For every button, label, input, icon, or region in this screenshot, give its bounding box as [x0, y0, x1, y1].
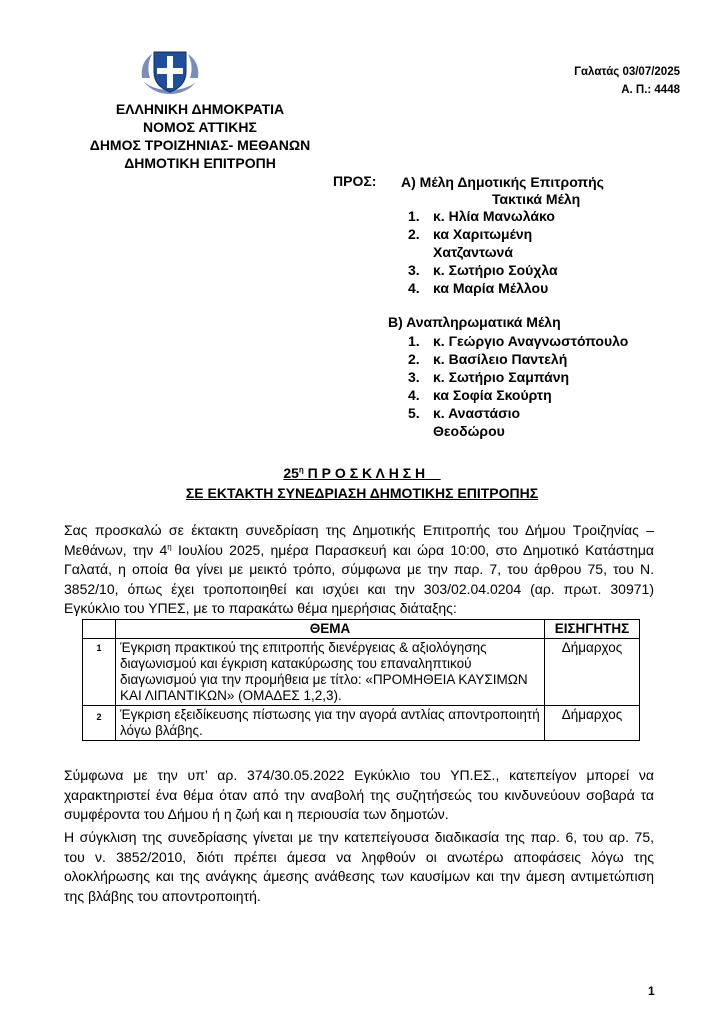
row-speaker: Δήμαρχος [545, 639, 640, 706]
item-number: 1. [408, 333, 420, 349]
coat-of-arms-icon [138, 48, 202, 96]
item-number: 4. [408, 387, 420, 403]
list-item [408, 261, 558, 279]
recipients-label: ΠΡΟΣ: [333, 173, 377, 189]
header-subject: ΘΕΜΑ [116, 620, 545, 639]
list-item [408, 207, 558, 225]
item-number: 2. [408, 351, 420, 367]
row-number: 2 [83, 706, 116, 741]
list-item [408, 404, 563, 440]
item-number: 2. [408, 226, 420, 242]
substitute-members-list [408, 332, 628, 440]
regular-members-list [408, 207, 558, 297]
list-item [408, 279, 558, 297]
invitation-subtitle [0, 485, 724, 501]
date-protocol-block [574, 63, 680, 99]
table-row [83, 706, 640, 741]
item-number: 3. [408, 369, 420, 385]
invitation-subtitle-text: ΣΕ ΕΚΤΑΚΤΗ ΣΥΝΕΔΡΙΑΣΗ ΔΗΜΟΤΙΚΗΣ ΕΠΙΤΡΟΠΗΣ [185, 485, 539, 501]
list-item [408, 350, 628, 368]
intro-text-cont: Ιουλίου 2025, ημέρα Παρασκευή και ώρα 10:00, στο Δημοτικό Κατάστημα Γαλατά, η οποία θα γίνει με μεικτό τρόπο, σύμφωνα με την παρ. 7, του άρθρου 75, του Ν. 3852/10, όπως έχει τροποποιηθεί και ισχύει και την 303/02.04.0204 (αρ. πρωτ. 30971) Εγκύκλιο του ΥΠΕΣ, με το παρακάτω θέμα ημερήσιας διάταξης: [64, 541, 654, 616]
date-superscript: η [167, 541, 172, 551]
list-item [408, 368, 628, 386]
item-number: 1. [408, 208, 420, 224]
group-b-title: Β) Αναπληρωματικά Μέλη [388, 314, 561, 330]
document-date: Γαλατάς 03/07/2025 [574, 66, 680, 78]
list-item [408, 386, 628, 404]
invitation-ordinal: 25 [283, 465, 299, 481]
issuing-authority [60, 100, 340, 172]
authority-line: ΔΗΜΟΣ ΤΡΟΙΖΗΝΙΑΣ- ΜΕΘΑΝΩΝ [89, 137, 311, 153]
list-item [408, 225, 553, 261]
invitation-title [0, 465, 724, 481]
urgency-paragraph: Σύμφωνα με την υπ’ αρ. 374/30.05.2022 Εγκύκλιο του ΥΠ.ΕΣ., κατεπείγον μπορεί να χαρακτηριστεί ένα θέμα όταν από την αναβολή της συζητήσεώς του κινδυνεύουν σοβαρά τα συμφέροντα του Δήμου ή η ζωή και η περιουσία των δημοτών. [64, 767, 654, 822]
protocol-number: Α. Π.: 4448 [621, 84, 680, 96]
member-name: κ. Αναστάσιο Θεοδώρου [433, 405, 521, 439]
row-number: 1 [83, 639, 116, 706]
list-item [408, 332, 628, 350]
member-name: κ. Σωτήριο Σαμπάνη [433, 369, 570, 385]
member-name: κ. Γεώργιο Αναγνωστόπουλο [433, 333, 629, 349]
agenda-table [82, 619, 640, 741]
procedure-paragraph: Η σύγκλιση της συνεδρίασης γίνεται με την κατεπείγουσα διαδικασία της παρ. 6, του αρ. 75, του ν. 3852/2010, διότι πρέπει άμεσα να ληφθούν οι ανωτέρω αποφάσεις λόγω της ολοκλήρωσης και της ανάγκης άμεσης ανάθεσης των καυσίμων και την άμεση αντιμετώπιση της βλάβης του αποντροποιητή. [64, 829, 654, 904]
row-speaker: Δήμαρχος [545, 706, 640, 741]
row-subject: Έγκριση πρακτικού της επιτροπής διενέργειας & αξιολόγησης διαγωνισμού και έγκριση κατακύρωσης του επαναληπτικού διαγωνισμού για την προμήθεια με τίτλο: «ΠΡΟΜΗΘΕΙΑ ΚΑΥΣΙΜΩΝ ΚΑΙ ΛΙΠΑΝΤΙΚΩΝ» (ΟΜΑΔΕΣ 1,2,3). [116, 639, 545, 706]
invitation-title-text [283, 465, 440, 481]
group-a-subtitle: Τακτικά Μέλη [492, 191, 581, 207]
table-row [83, 639, 640, 706]
intro-paragraph [64, 521, 654, 619]
item-number: 4. [408, 280, 420, 296]
authority-line: ΕΛΛΗΝΙΚΗ ΔΗΜΟΚΡΑΤΙΑ [115, 101, 285, 117]
item-number: 5. [408, 405, 420, 421]
item-number: 3. [408, 262, 420, 278]
page-number: 1 [648, 984, 655, 998]
member-name: κ. Ηλία Μανωλάκο [433, 208, 555, 224]
authority-line: ΝΟΜΟΣ ΑΤΤΙΚΗΣ [143, 119, 257, 135]
row-subject: Έγκριση εξειδίκευσης πίστωσης για την αγορά αντλίας αποντροποιητή λόγω βλάβης. [116, 706, 545, 741]
intro-text: Σας προσκαλώ σε έκτακτη συνεδρίαση της Δημοτικής Επιτροπής του Δήμου Τροιζηνίας – Μεθάνων, την 4 [64, 522, 654, 558]
member-name: κ. Σωτήριο Σούχλα [433, 262, 558, 278]
invitation-word: Π Ρ Ο Σ Κ Λ Η Σ Η [303, 465, 426, 481]
group-a-title: Α) Μέλη Δημοτικής Επιτροπής [401, 174, 604, 190]
ordinal-superscript: η [298, 465, 304, 475]
member-name: κα Μαρία Μέλλου [433, 280, 549, 296]
header-speaker: ΕΙΣΗΓΗΤΗΣ [545, 620, 640, 639]
member-name: κα Σοφία Σκούρτη [433, 387, 552, 403]
member-name: κ. Βασίλειο Παντελή [433, 351, 568, 367]
table-header-row [83, 620, 640, 639]
header-num [83, 620, 116, 639]
authority-line: ΔΗΜΟΤΙΚΗ ΕΠΙΤΡΟΠΗ [124, 155, 276, 171]
member-name: κα Χαριτωμένη Χατζαντωνά [433, 226, 533, 260]
